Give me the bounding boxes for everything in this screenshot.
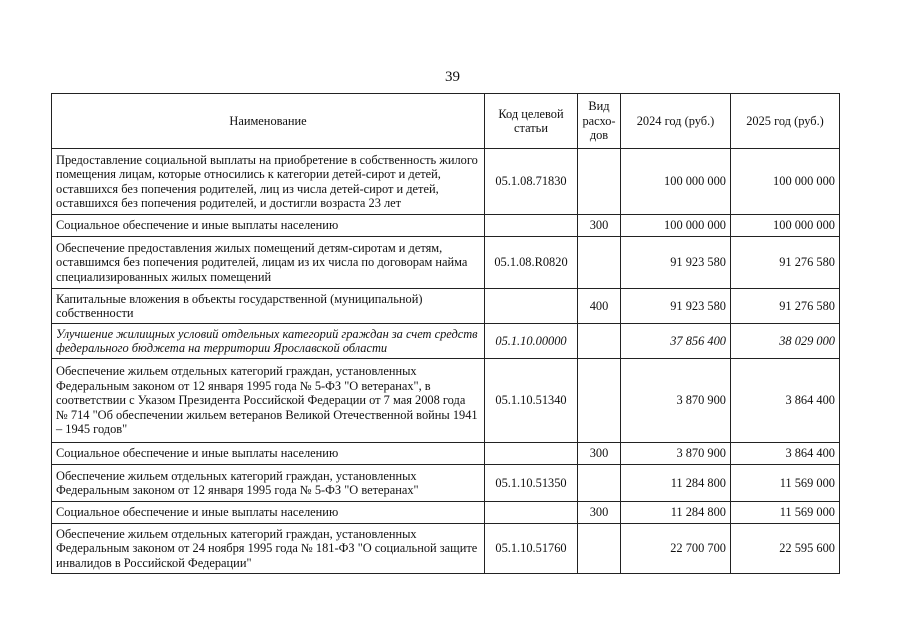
header-code: Код целевой статьи [485,94,578,149]
row-type [578,465,621,502]
row-type [578,149,621,215]
table-row [52,324,840,359]
row-2025: 100 000 000 [731,215,840,237]
row-2024: 91 923 580 [621,237,731,289]
row-2025: 91 276 580 [731,237,840,289]
table-row [52,237,840,289]
table-row [52,149,840,215]
row-2025: 22 595 600 [731,524,840,574]
row-type: 300 [578,443,621,465]
row-name: Обеспечение жильем отдельных категорий граждан, установленных Федеральным законом от 24 ноября 1995 года № 181-ФЗ "О социальной защите инвалидов в Российской Федерации" [52,524,485,574]
table-row [52,359,840,443]
row-name: Обеспечение предоставления жилых помещений детям-сиротам и детям, оставшимся без попечения родителей, лицам из их числа по договорам найма специализированных жилых помещений [52,237,485,289]
row-2024: 3 870 900 [621,359,731,443]
row-2025: 11 569 000 [731,465,840,502]
header-type: Вид расхо-дов [578,94,621,149]
row-type [578,359,621,443]
row-name: Капитальные вложения в объекты государственной (муниципальной) собственности [52,289,485,324]
row-2024: 11 284 800 [621,465,731,502]
page-number: 39 [445,69,460,85]
row-type: 400 [578,289,621,324]
row-code [485,289,578,324]
row-code [485,502,578,524]
table-row [52,465,840,502]
row-2025: 38 029 000 [731,324,840,359]
row-code: 05.1.10.51340 [485,359,578,443]
row-code: 05.1.08.R0820 [485,237,578,289]
row-code: 05.1.10.51350 [485,465,578,502]
row-2024: 91 923 580 [621,289,731,324]
row-2024: 37 856 400 [621,324,731,359]
row-name: Улучшение жилищных условий отдельных категорий граждан за счет средств федерального бюджета на территории Ярославской области [52,324,485,359]
row-2024: 11 284 800 [621,502,731,524]
row-type [578,237,621,289]
row-name: Социальное обеспечение и иные выплаты населению [52,215,485,237]
row-code [485,443,578,465]
row-code [485,215,578,237]
row-name: Обеспечение жильем отдельных категорий граждан, установленных Федеральным законом от 12 января 1995 года № 5-ФЗ "О ветеранах", в соответствии с Указом Президента Российской Федерации от 7 мая 2008 года № 714 "Об обеспечении жильем ветеранов Великой Отечественной войны 1941 – 1945 годов" [52,359,485,443]
header-name: Наименование [52,94,485,149]
row-2024: 3 870 900 [621,443,731,465]
row-code: 05.1.10.00000 [485,324,578,359]
table-row [52,289,840,324]
row-2025: 11 569 000 [731,502,840,524]
row-type: 300 [578,502,621,524]
row-type: 300 [578,215,621,237]
row-2025: 100 000 000 [731,149,840,215]
table-row [52,524,840,574]
table-row [52,443,840,465]
row-type [578,524,621,574]
row-code: 05.1.08.71830 [485,149,578,215]
row-name: Социальное обеспечение и иные выплаты населению [52,443,485,465]
row-type [578,324,621,359]
row-2025: 3 864 400 [731,359,840,443]
header-2024: 2024 год (руб.) [621,94,731,149]
header-2025: 2025 год (руб.) [731,94,840,149]
row-2024: 100 000 000 [621,149,731,215]
row-2025: 3 864 400 [731,443,840,465]
row-2024: 22 700 700 [621,524,731,574]
row-name: Предоставление социальной выплаты на приобретение в собственность жилого помещения лицам, которые относились к категории детей-сирот и детей, оставшихся без попечения родителей, лиц из числа детей-сирот и детей, оставшихся без попечения родителей, и достигли возраста 23 лет [52,149,485,215]
row-name: Обеспечение жильем отдельных категорий граждан, установленных Федеральным законом от 12 января 1995 года № 5-ФЗ "О ветеранах" [52,465,485,502]
row-2024: 100 000 000 [621,215,731,237]
table-row [52,502,840,524]
budget-table [51,93,840,574]
row-code: 05.1.10.51760 [485,524,578,574]
row-2025: 91 276 580 [731,289,840,324]
row-name: Социальное обеспечение и иные выплаты населению [52,502,485,524]
table-row [52,215,840,237]
table-header-row [52,94,840,149]
